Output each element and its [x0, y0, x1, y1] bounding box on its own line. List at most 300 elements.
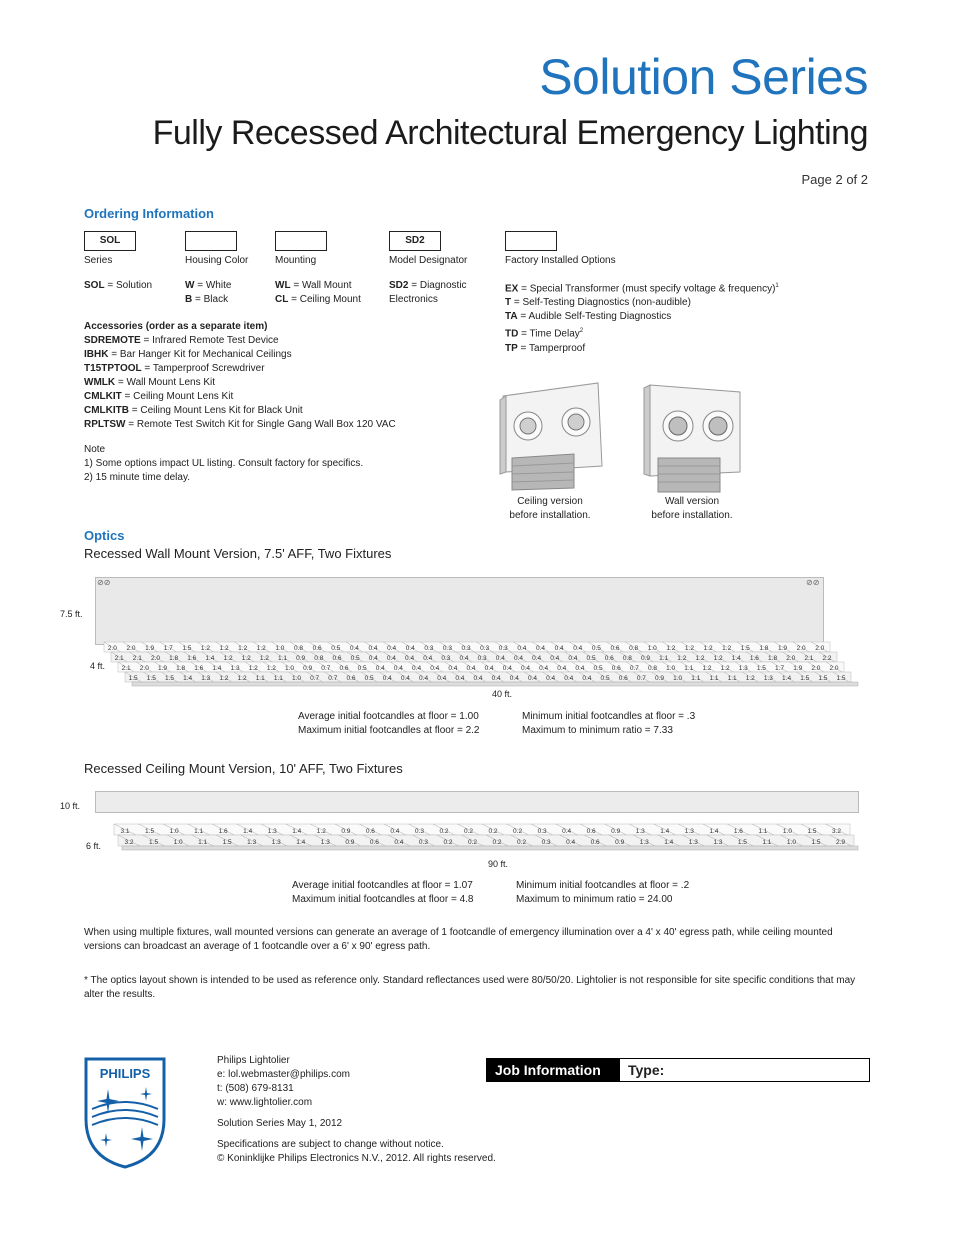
wall-value: 1.5 — [128, 675, 138, 682]
ceiling-value: 1.1 — [762, 839, 772, 846]
wall-value: 1.0 — [666, 665, 676, 672]
contact-web: w: www.lightolier.com — [217, 1097, 313, 1108]
option-item: TA = Audible Self-Testing Diagnostics — [505, 311, 672, 323]
wall-value: 0.3 — [461, 645, 471, 652]
wall-value: 1.5 — [836, 675, 846, 682]
wall-value: 1.1 — [691, 675, 701, 682]
wall-row-band — [111, 652, 837, 662]
accessory-item: WMLK = Wall Mount Lens Kit — [84, 377, 216, 388]
wall-value: 0.8 — [294, 645, 304, 652]
wall-value: 0.4 — [554, 645, 564, 652]
wall-value: 1.6 — [187, 655, 197, 662]
ceiling-value: 1.3 — [639, 839, 649, 846]
ceiling-value: 1.5 — [149, 839, 159, 846]
wall-value: 1.7 — [775, 665, 785, 672]
optics-heading: Optics — [84, 528, 125, 543]
ceiling-value: 0.3 — [537, 828, 547, 835]
wall-value: 1.2 — [241, 655, 251, 662]
mounting-box — [275, 231, 327, 251]
wall-value: 0.7 — [629, 665, 639, 672]
wall-value: 1.5 — [818, 675, 828, 682]
wall-value: 0.6 — [611, 665, 621, 672]
wall-value: 0.8 — [622, 655, 632, 662]
ceiling-value: 1.3 — [267, 828, 277, 835]
wall-value: 0.6 — [618, 675, 628, 682]
wall-value: 2.0 — [107, 645, 117, 652]
wall-value: 0.4 — [412, 665, 422, 672]
wall-value: 1.5 — [740, 645, 750, 652]
wall-value: 0.5 — [586, 655, 596, 662]
ceiling-value: 1.4 — [243, 828, 253, 835]
wall-value: 0.4 — [393, 665, 403, 672]
logo-text: PHILIPS — [99, 1066, 151, 1081]
wall-plane — [95, 577, 824, 645]
ceiling-value: 1.3 — [635, 828, 645, 835]
wall-value: 0.4 — [564, 675, 574, 682]
wall-value: 0.4 — [557, 665, 567, 672]
wall-value: 1.2 — [248, 665, 258, 672]
wall-value: 1.2 — [200, 645, 210, 652]
wall-value: 0.4 — [536, 645, 546, 652]
copyright: © Koninklijke Philips Electronics N.V., 2012. All rights reserved. — [217, 1153, 496, 1164]
ceiling-value: 1.3 — [271, 839, 281, 846]
wall-value: 0.4 — [382, 675, 392, 682]
wall-value: 1.2 — [722, 645, 732, 652]
wall-value: 2.0 — [139, 665, 149, 672]
wall-value: 0.4 — [575, 665, 585, 672]
wall-value: 1.3 — [763, 675, 773, 682]
accessory-item: T15TPTOOL = Tamperproof Screwdriver — [84, 363, 265, 374]
ceiling-value: 0.9 — [615, 839, 625, 846]
wall-value: 1.8 — [768, 655, 778, 662]
wall-value: 2.2 — [822, 655, 832, 662]
page-title: Solution Series — [539, 49, 868, 105]
wall-value: 2.0 — [815, 645, 825, 652]
wall-stats-right: Minimum initial footcandles at floor = .3 Maximum to minimum ratio = 7.33 — [522, 711, 696, 736]
wall-value: 0.4 — [546, 675, 556, 682]
wall-value: 0.4 — [520, 665, 530, 672]
wall-value: 0.4 — [484, 665, 494, 672]
wall-value: 0.4 — [368, 655, 378, 662]
wall-value: 0.3 — [498, 645, 508, 652]
ceiling-value: 1.5 — [145, 828, 155, 835]
ordering-heading: Ordering Information — [84, 206, 214, 221]
ceiling-value: 1.1 — [198, 839, 208, 846]
wall-value: 0.4 — [405, 645, 415, 652]
wall-value: 1.8 — [169, 655, 179, 662]
wall-value: 1.2 — [666, 645, 676, 652]
wall-value: 0.3 — [442, 645, 452, 652]
wall-value: 2.1 — [132, 655, 142, 662]
ceiling-length-label: 90 ft. — [488, 859, 509, 869]
wall-value: 0.9 — [296, 655, 306, 662]
wall-value: 1.4 — [782, 675, 792, 682]
wall-version-caption: Wall version before installation. — [651, 496, 733, 521]
ceiling-value: 0.3 — [414, 828, 424, 835]
wall-value: 0.5 — [357, 665, 367, 672]
ceiling-value: 0.4 — [394, 839, 404, 846]
wall-value: 1.2 — [259, 655, 269, 662]
wall-value: 1.3 — [201, 675, 211, 682]
ceiling-value: 0.2 — [467, 839, 478, 846]
ceiling-value: 0.2 — [513, 828, 523, 835]
accessory-item: SDREMOTE = Infrared Remote Test Device — [84, 335, 279, 346]
ceiling-value: 0.3 — [541, 839, 551, 846]
ceiling-value: 1.3 — [247, 839, 257, 846]
series-date: Solution Series May 1, 2012 — [217, 1118, 343, 1129]
option-item: TP = Tamperproof — [505, 342, 586, 354]
wall-value: 0.4 — [550, 655, 560, 662]
wall-value: 1.0 — [291, 675, 302, 682]
wall-value: 1.9 — [157, 665, 167, 672]
wall-value: 0.7 — [310, 675, 320, 682]
wall-value: 1.4 — [205, 655, 215, 662]
options-list — [505, 279, 779, 356]
wall-value: 0.6 — [610, 645, 620, 652]
option-item: EX = Special Transformer (must specify voltage & frequency)$^1$ — [505, 283, 779, 295]
wall-value: 1.1 — [273, 675, 283, 682]
ceiling-value: 0.4 — [390, 828, 400, 835]
wall-version-image — [640, 380, 750, 495]
ceiling-version-caption: Ceiling version before installation. — [509, 496, 591, 521]
wall-row-band — [118, 662, 844, 672]
wall-value: 2.1 — [121, 665, 131, 672]
wall-value: 0.4 — [517, 645, 527, 652]
ceiling-value: 0.9 — [611, 828, 621, 835]
wall-value: 2.1 — [114, 655, 124, 662]
ceiling-value: 1.4 — [664, 839, 674, 846]
ceiling-value: 0.9 — [345, 839, 355, 846]
ceiling-value: 0.2 — [492, 839, 502, 846]
designator-label: Model Designator — [389, 255, 468, 266]
ceiling-depth-label: 6 ft. — [86, 841, 102, 851]
ceiling-value: 0.3 — [418, 839, 428, 846]
ceiling-value: 0.6 — [369, 839, 379, 846]
wall-value: 0.4 — [386, 655, 396, 662]
wall-value: 0.8 — [629, 645, 639, 652]
wall-value: 0.4 — [573, 645, 583, 652]
company-name: Philips Lightolier — [217, 1055, 290, 1066]
ceiling-value: 0.2 — [463, 828, 474, 835]
wall-value: 0.4 — [400, 675, 410, 682]
wall-value: 1.2 — [266, 665, 276, 672]
wall-value: 0.4 — [473, 675, 483, 682]
wall-value: 0.4 — [495, 655, 505, 662]
fixture-icon: ⊘⊘ — [97, 578, 111, 587]
wall-value: 1.2 — [219, 645, 229, 652]
wall-value: 0.4 — [459, 655, 469, 662]
wall-value: 0.4 — [419, 675, 429, 682]
wall-value: 1.1 — [255, 675, 265, 682]
mounting-item: WL = Wall Mount — [275, 280, 352, 291]
wall-value: 0.4 — [375, 665, 385, 672]
ceiling-value: 0.2 — [439, 828, 449, 835]
option-item: T = Self-Testing Diagnostics (non-audible) — [505, 297, 691, 309]
wall-value: 0.4 — [568, 655, 578, 662]
housing-label: Housing Color — [185, 255, 249, 266]
wall-value: 1.1 — [659, 655, 669, 662]
series-label: Series — [84, 255, 113, 266]
ceiling-value: 1.2 — [316, 828, 326, 835]
series-box: SOL — [84, 231, 136, 251]
wall-value: 0.3 — [480, 645, 490, 652]
wall-value: 1.3 — [738, 665, 748, 672]
wall-value: 0.4 — [455, 675, 465, 682]
wall-value: 0.4 — [509, 675, 519, 682]
wall-value: 0.8 — [647, 665, 658, 672]
wall-value: 0.3 — [441, 655, 451, 662]
wall-value: 0.5 — [593, 665, 603, 672]
ceiling-value: 1.1 — [758, 828, 768, 835]
contact-phone: t: (508) 679-8131 — [217, 1083, 294, 1094]
fixture-icon: ⊘⊘ — [806, 578, 820, 587]
mounting-item: CL = Ceiling Mount — [275, 294, 361, 305]
ceiling-optics-title: Recessed Ceiling Mount Version, 10' AFF, Two Fixtures — [84, 761, 403, 776]
ceiling-value: 0.6 — [586, 828, 596, 835]
wall-value: 0.6 — [332, 655, 342, 662]
multi-fixture-paragraph: When using multiple fixtures, wall mounted versions can generate an average of 1 footcandle of emergency illumination over a 4' x 40' egress path, while ceiling mounted versions can broadcast an average of 1 footcandle over a 6' x 90' egress path. — [84, 927, 833, 952]
ceiling-value: 1.4 — [709, 828, 719, 835]
ceiling-value: 0.2 — [443, 839, 453, 846]
ceiling-value: 1.5 — [737, 839, 747, 846]
wall-value: 2.0 — [829, 665, 839, 672]
wall-value: 0.4 — [532, 655, 542, 662]
page-number: Page 2 of 2 — [801, 172, 868, 187]
ceiling-stats-left: Average initial footcandles at floor = 1.07 Maximum initial footcandles at floor = 4.8 — [292, 880, 474, 905]
wall-value: 0.5 — [331, 645, 341, 652]
accessories-heading: Accessories (order as a separate item) — [84, 321, 268, 332]
contact-block — [217, 1054, 496, 1166]
wall-value: 0.4 — [423, 655, 433, 662]
wall-value: 0.3 — [477, 655, 487, 662]
ceiling-value: 0.6 — [590, 839, 600, 846]
contact-email: e: lol.webmaster@philips.com — [217, 1069, 350, 1080]
ceiling-value: 3.1 — [120, 828, 130, 835]
wall-value: 1.1 — [277, 655, 288, 662]
wall-value: 1.6 — [749, 655, 759, 662]
wall-value: 1.5 — [756, 665, 766, 672]
ceiling-value: 1.0 — [786, 839, 796, 846]
wall-value: 0.4 — [405, 655, 415, 662]
wall-value: 0.9 — [303, 665, 313, 672]
ceiling-value: 3.2 — [124, 839, 134, 846]
wall-value: 0.8 — [314, 655, 324, 662]
wall-value: 0.5 — [350, 655, 360, 662]
ceiling-value: 0.6 — [365, 828, 375, 835]
wall-value: 0.5 — [600, 675, 610, 682]
wall-value: 0.6 — [312, 645, 322, 652]
accessory-item: IBHK = Bar Hanger Kit for Mechanical Ceilings — [84, 349, 292, 360]
wall-value: 1.2 — [256, 645, 266, 652]
wall-value: 1.2 — [684, 645, 694, 652]
ceiling-value: 1.6 — [218, 828, 228, 835]
wall-optics-title: Recessed Wall Mount Version, 7.5' AFF, Two Fixtures — [84, 546, 392, 561]
ceiling-value: 1.1 — [194, 828, 204, 835]
housing-item: W = White — [185, 280, 232, 291]
wall-value: 2.0 — [786, 655, 796, 662]
wall-value: 0.7 — [328, 675, 338, 682]
wall-value: 1.9 — [793, 665, 803, 672]
wall-value: 1.8 — [759, 645, 769, 652]
housing-item: B = Black — [185, 294, 229, 305]
wall-value: 2.0 — [811, 665, 821, 672]
wall-value: 0.4 — [527, 675, 537, 682]
wall-value: 1.2 — [238, 645, 248, 652]
wall-value: 1.4 — [731, 655, 741, 662]
wall-value: 1.9 — [145, 645, 155, 652]
wall-row-band — [125, 672, 851, 682]
accessory-item: CMLKIT = Ceiling Mount Lens Kit — [84, 391, 234, 402]
ceiling-value: 1.4 — [296, 839, 306, 846]
wall-value: 1.2 — [237, 675, 247, 682]
wall-value: 1.2 — [702, 665, 712, 672]
wall-value: 0.4 — [582, 675, 592, 682]
wall-length-label: 40 ft. — [492, 689, 513, 699]
wall-value: 1.0 — [673, 675, 683, 682]
wall-value: 1.0 — [284, 665, 295, 672]
wall-value: 1.2 — [223, 655, 233, 662]
ceiling-value: 0.4 — [562, 828, 572, 835]
ceiling-version-image — [498, 378, 608, 493]
mounting-list — [275, 279, 361, 307]
wall-value: 0.6 — [346, 675, 356, 682]
ceiling-value: 1.5 — [811, 839, 821, 846]
wall-value: 1.1 — [727, 675, 737, 682]
designator-item: Electronics — [389, 294, 438, 305]
wall-value: 0.4 — [349, 645, 359, 652]
wall-value: 0.7 — [321, 665, 331, 672]
wall-value: 0.7 — [636, 675, 646, 682]
wall-value: 1.7 — [163, 645, 173, 652]
job-information-label: Job Information — [487, 1059, 620, 1081]
wall-value: 1.6 — [194, 665, 204, 672]
wall-value: 0.4 — [387, 645, 397, 652]
wall-value: 0.4 — [539, 665, 549, 672]
wall-value: 1.4 — [183, 675, 193, 682]
wall-stats-left: Average initial footcandles at floor = 1.00 Maximum initial footcandles at floor = 2.2 — [298, 711, 480, 736]
ceiling-value: 1.3 — [684, 828, 694, 835]
wall-value: 0.9 — [640, 655, 651, 662]
wall-value: 2.0 — [150, 655, 160, 662]
note-line: 1) Some options impact UL listing. Consult factory for specifics. — [84, 458, 364, 469]
wall-value: 2.0 — [796, 645, 806, 652]
wall-value: 1.3 — [230, 665, 240, 672]
note-heading: Note — [84, 444, 106, 455]
ceiling-value: 3.2 — [831, 828, 842, 835]
accessory-item: CMLKITB = Ceiling Mount Lens Kit for Black Unit — [84, 405, 303, 416]
spec-note: Specifications are subject to change without notice. — [217, 1139, 444, 1150]
ceiling-value: 1.0 — [782, 828, 792, 835]
job-type-field[interactable]: Type: — [628, 1062, 665, 1078]
ceiling-value: 1.0 — [169, 828, 179, 835]
ceiling-value: 1.5 — [807, 828, 817, 835]
page-subtitle: Fully Recessed Architectural Emergency Lighting — [152, 114, 868, 152]
wall-value: 0.9 — [654, 675, 665, 682]
wall-value: 1.8 — [176, 665, 186, 672]
wall-value: 1.5 — [164, 675, 174, 682]
job-information-bar — [486, 1058, 870, 1082]
ceiling-floor-edge — [122, 846, 858, 850]
ceiling-value: 0.9 — [341, 828, 351, 835]
wall-depth-label: 4 ft. — [90, 661, 106, 671]
wall-value: 0.4 — [466, 665, 476, 672]
wall-value: 1.2 — [695, 655, 705, 662]
housing-box — [185, 231, 237, 251]
wall-value: 0.4 — [502, 665, 512, 672]
philips-logo — [84, 1057, 166, 1169]
ceiling-value: 0.2 — [488, 828, 498, 835]
ceiling-value: 1.3 — [713, 839, 723, 846]
disclaimer-paragraph: * The optics layout shown is intended to be used as reference only. Standard reflectances used were 80/50/20. Lightolier is not responsible for site specific conditions that may alter the results. — [84, 975, 856, 1000]
wall-value: 1.2 — [713, 655, 723, 662]
option-item: TD = Time Delay$^2$ — [505, 328, 584, 340]
series-item: SOL = Solution — [84, 280, 153, 291]
wall-value: 0.5 — [364, 675, 374, 682]
accessories-block — [84, 320, 396, 432]
wall-value: 2.1 — [804, 655, 814, 662]
wall-value: 1.0 — [275, 645, 285, 652]
mounting-label: Mounting — [275, 255, 317, 266]
wall-value: 1.1 — [709, 675, 719, 682]
designator-item: SD2 = Diagnostic — [389, 280, 467, 291]
ceiling-value: 1.4 — [660, 828, 670, 835]
housing-list — [185, 279, 231, 307]
note-line: 2) 15 minute time delay. — [84, 472, 190, 483]
ceiling-value: 0.2 — [517, 839, 527, 846]
wall-value: 1.5 — [146, 675, 156, 682]
wall-value: 1.0 — [647, 645, 657, 652]
options-box — [505, 231, 557, 251]
note-block — [84, 443, 363, 485]
wall-value: 1.2 — [745, 675, 755, 682]
wall-value: 1.2 — [677, 655, 687, 662]
ceiling-height-label: 10 ft. — [60, 801, 81, 811]
wall-value: 1.2 — [219, 675, 229, 682]
wall-value: 1.9 — [778, 645, 788, 652]
wall-value: 0.4 — [513, 655, 523, 662]
wall-floor-edge — [132, 682, 858, 686]
ceiling-value: 1.6 — [733, 828, 743, 835]
wall-value: 1.5 — [800, 675, 810, 682]
wall-value: 1.5 — [182, 645, 192, 652]
wall-value: 0.4 — [430, 665, 440, 672]
designator-list — [389, 279, 467, 307]
ceiling-value: 1.3 — [320, 839, 330, 846]
wall-value: 2.0 — [126, 645, 136, 652]
wall-value: 0.5 — [591, 645, 601, 652]
ceiling-value: 2.9 — [835, 839, 846, 846]
wall-value: 0.6 — [339, 665, 349, 672]
ceiling-value: 1.3 — [688, 839, 698, 846]
ceiling-footcandle-grid — [90, 822, 870, 860]
accessory-item: RPLTSW = Remote Test Switch Kit for Single Gang Wall Box 120 VAC — [84, 419, 396, 430]
ceiling-value: 1.5 — [222, 839, 232, 846]
wall-footcandle-grid — [90, 640, 865, 690]
wall-height-label: 7.5 ft. — [60, 609, 83, 619]
wall-value: 1.2 — [703, 645, 713, 652]
options-label: Factory Installed Options — [505, 255, 616, 266]
designator-box: SD2 — [389, 231, 441, 251]
ceiling-value: 1.0 — [173, 839, 183, 846]
wall-value: 0.4 — [448, 665, 458, 672]
wall-value: 1.4 — [212, 665, 222, 672]
wall-value: 0.6 — [604, 655, 614, 662]
wall-value: 0.4 — [437, 675, 447, 682]
wall-value: 0.4 — [491, 675, 501, 682]
series-list — [84, 279, 152, 293]
wall-value: 1.2 — [720, 665, 730, 672]
wall-value: 0.4 — [368, 645, 378, 652]
